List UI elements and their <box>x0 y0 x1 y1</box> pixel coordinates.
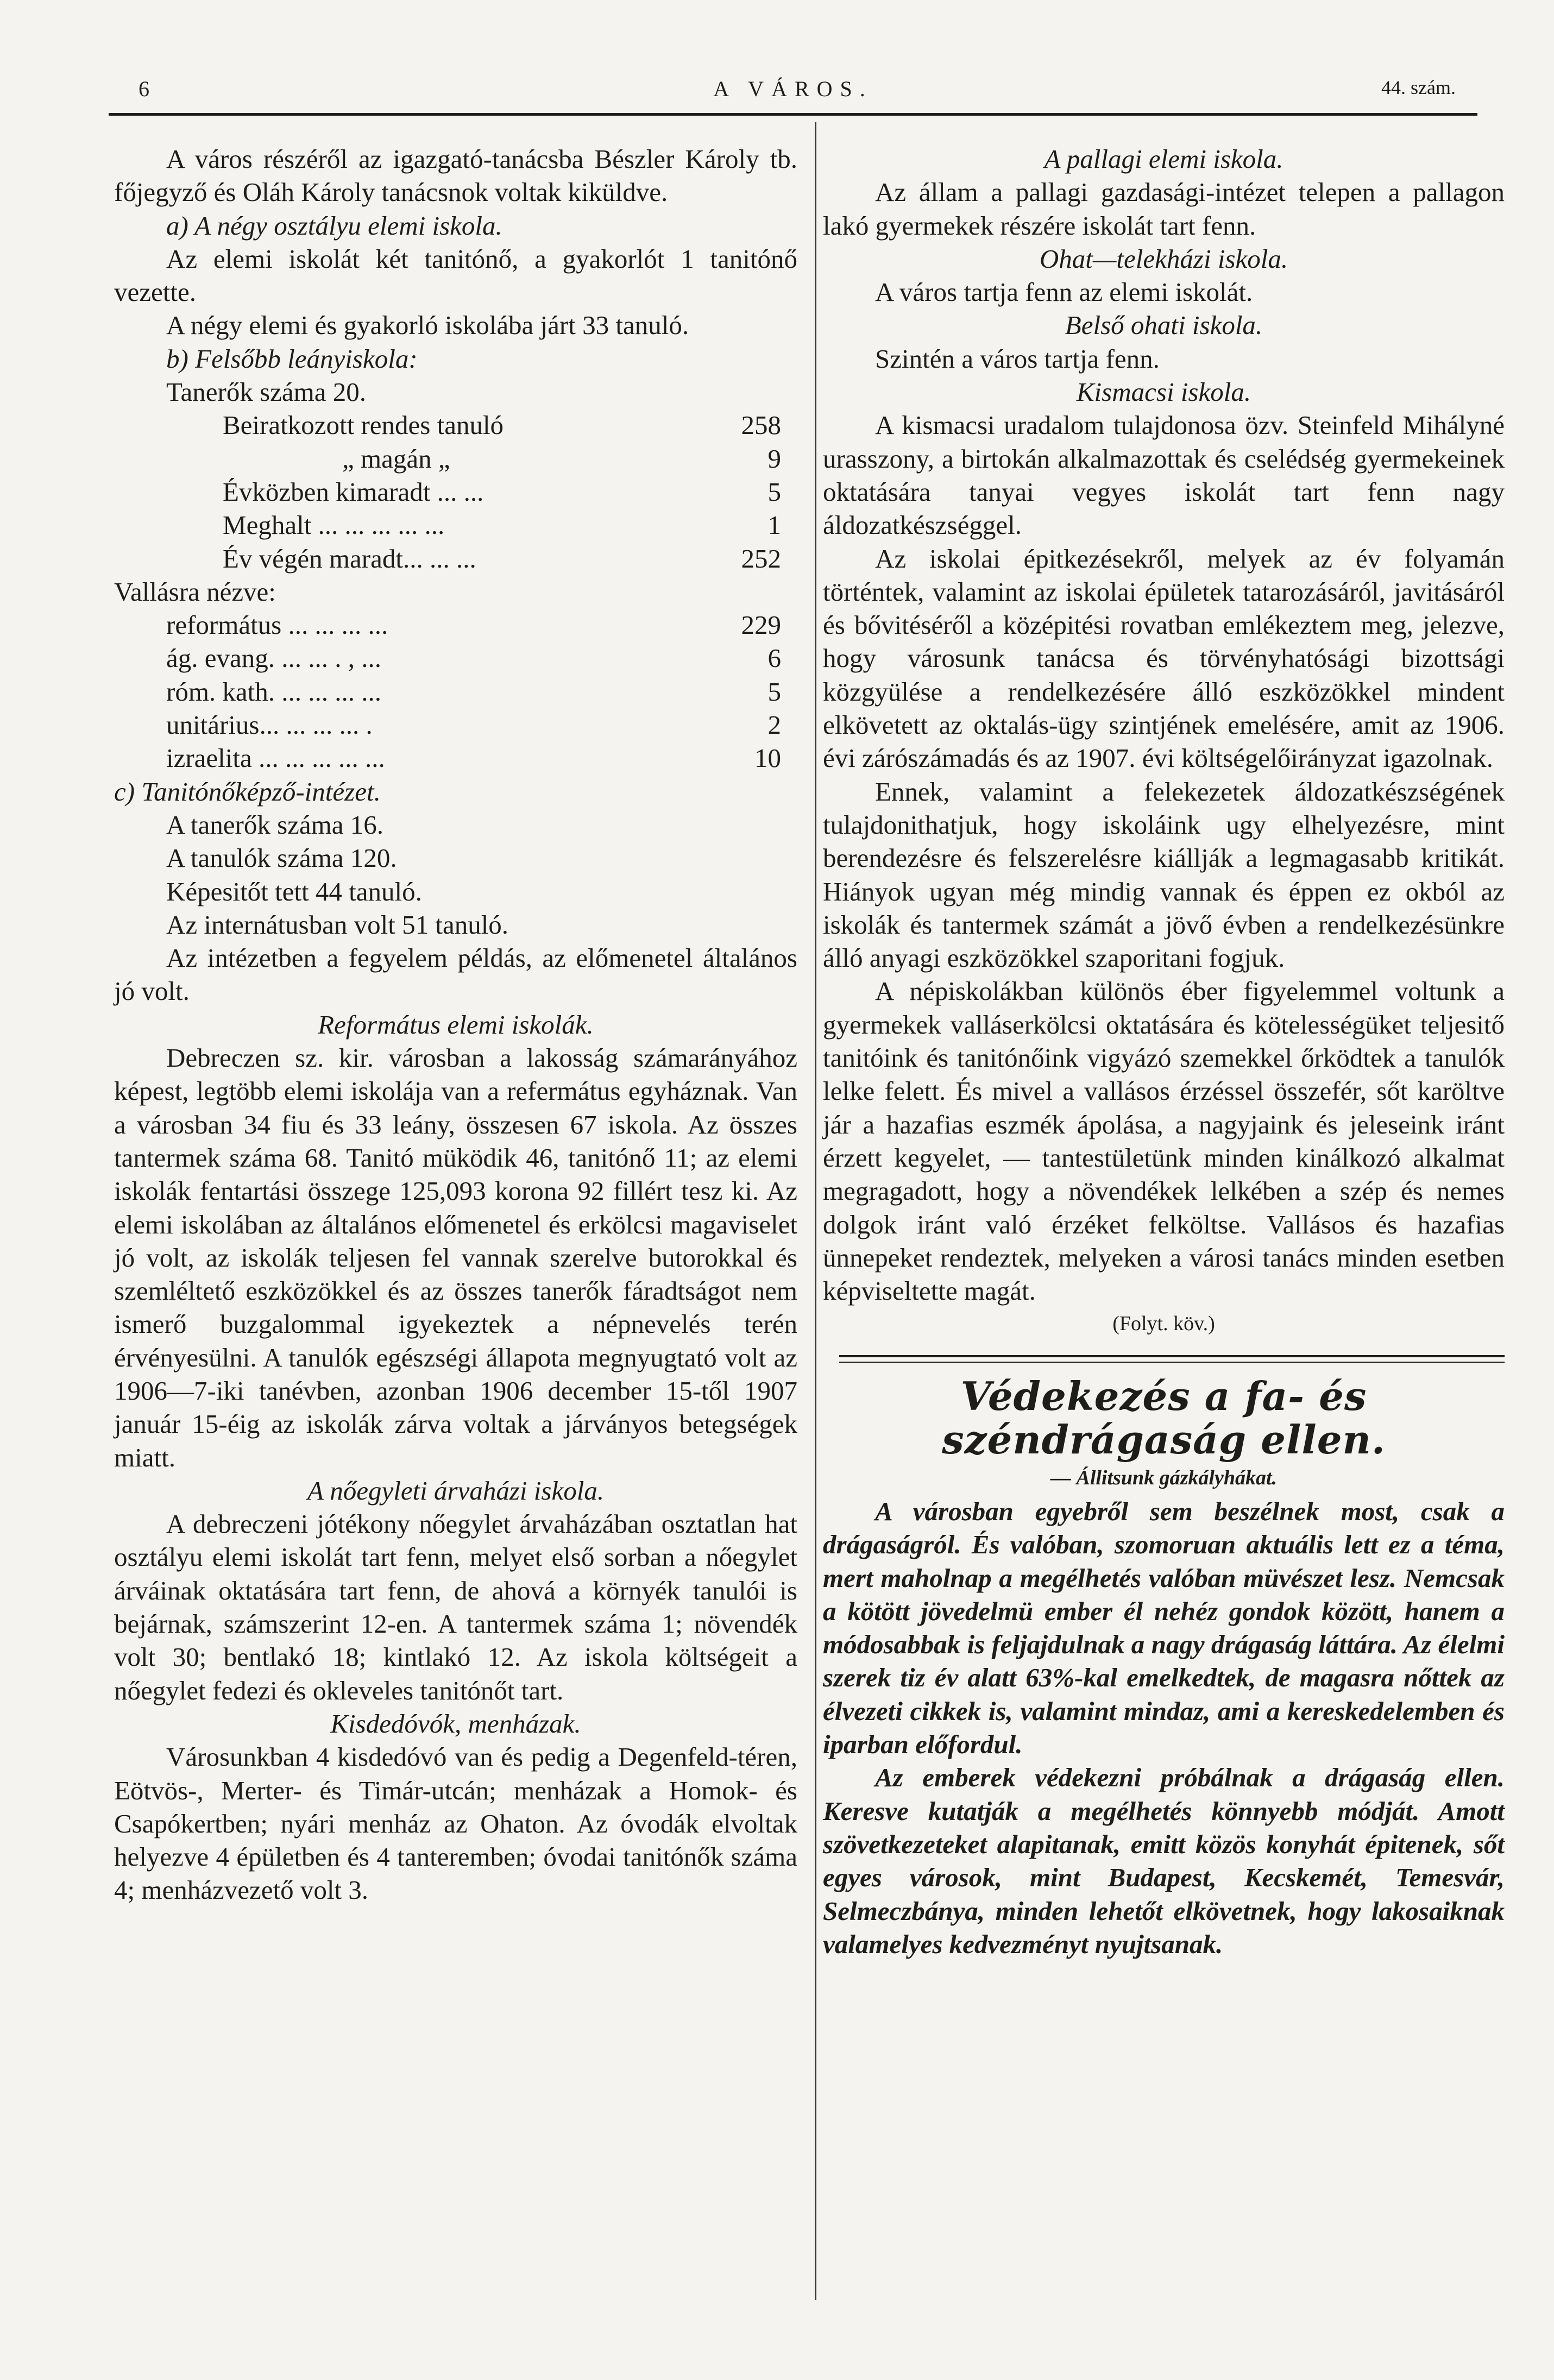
paragraph: Az iskolai épitkezésekről, melyek az év folyamán történtek, valamint az iskolai épületek tatarozásáról, javitásáról és bővitéséről a középitési rovatban emlékeztem meg, jelezve, hogy városunk tanácsa és törvényhatósági bizottsági közgyülése a rendelkezésére álló eszközökkel mindent elkövetett az oktalás-ügy szintjének emelésére, amit az 1906. évi zárószámadás és az 1907. évi költségelőirányzat igazolnak. <box>823 543 1505 773</box>
stat-row <box>114 508 797 542</box>
stat-row <box>114 475 797 508</box>
heading-text: a) A négy osztályu elemi iskola. <box>166 210 502 241</box>
paragraph: Szintén a város tartja fenn. <box>875 343 1160 374</box>
paragraph: Az intézetben a fegyelem példás, az előmenetel általános jó volt. <box>114 943 797 1006</box>
stat-label: Meghalt ... ... ... ... ... <box>223 510 445 540</box>
religion-count: 10 <box>754 743 781 773</box>
stat-value: 258 <box>741 410 781 440</box>
header-rule <box>109 113 1477 116</box>
section-heading <box>114 209 797 242</box>
religion-name: róm. kath. ... ... ... ... <box>166 676 382 707</box>
stat-value: 9 <box>767 443 781 474</box>
religion-row <box>114 741 797 775</box>
page-header <box>109 76 1477 109</box>
paragraph: Debreczen sz. kir. városban a lakosság számarányához képest, legtöbb elemi iskolája van a refermátus egyháznak. Van a városban 34 fiu és 33 leány, összesen 67 iskola. Az összes tantermek száma 68. Tanitó müködik 46, tanitónő 11; az elemi iskolák fentartási összege 125,093 korona 92 fillért tesz ki. Az elemi iskolában az általános előmenetel és erkölcsi magaviselet jó volt, az iskolák teljesen fel vannak szerelve butorokkal és szemléltető eszközökkel és az összes tanerők fáradtságot nem ismerő buzgalommal igyekeztek a népnevelés terén érvényesülni. A tanulók egészségi állapota megnyugtató volt az 1906—7-iki tanévben, azonban 1906 december 15-től 1907 január 15-éig az iskolák zárva voltak a járványos betegségek miatt. <box>114 1043 797 1472</box>
section-heading: Belső ohati iskola. <box>1065 310 1263 341</box>
paragraph: A népiskolákban különös éber figyelemmel voltunk a gyermekek valláserkölcsi oktatására és kötelességüket teljesitő tanitóink és tanitónőink vigyázó szemekkel őrködtek a tanulók lelke felett. És mivel a vallásos érzéssel összefér, sőt karöltve jár a hazafias eszmék ápolása, a nagyjaink és jeleseink iránt érzett kegyelet, — tantestületünk minden kinálkozó alkalmat megragadott, hogy a növendékek lelkében a szép és nemes dolgok iránt való érzéket felköltse. Vallásos és hazafias ünnepeket rendeztek, melyeken a városi tanács minden esetben képviseltette magát. <box>823 976 1505 1306</box>
stat-value: 1 <box>767 510 781 540</box>
info-line: A tanerők száma 16. <box>166 809 384 840</box>
column-divider <box>815 122 816 2300</box>
paragraph: A négy elemi és gyakorló iskolába járt 33 tanuló. <box>166 310 689 341</box>
stat-label: Évközben kimaradt ... ... <box>223 476 484 507</box>
stat-row <box>114 408 797 442</box>
stat-row <box>114 542 797 575</box>
paragraph: A város tartja fenn az elemi iskolát. <box>875 277 1253 307</box>
article-subtitle: — Állitsunk gázkályhákat. <box>1050 1466 1278 1489</box>
stat-row <box>114 442 797 475</box>
continued-note: (Folyt. köv.) <box>1112 1312 1215 1336</box>
religion-count: 229 <box>741 610 781 640</box>
section-heading: Kisdedóvók, menházak. <box>330 1708 581 1739</box>
right-column <box>823 142 1505 1961</box>
paragraph: A város részéről az igazgató-tanácsba Bészler Károly tb. főjegyző és Oláh Károly tanácsnok voltak kiküldve. <box>114 144 797 207</box>
religion-count: 5 <box>767 676 781 707</box>
teacher-count: Tanerők száma 20. <box>166 377 367 407</box>
section-heading: A pallagi elemi iskola. <box>1044 144 1284 174</box>
issue-number: 44. szám. <box>1381 77 1456 98</box>
religion-count: 6 <box>767 643 781 673</box>
paragraph: A kismacsi uradalom tulajdonosa özv. Steinfeld Mihályné urasszony, a birtokán alkalmazottak és cselédség gyermekeinek oktatására tanyai vegyes iskolát tart fenn nagy áldozatkészséggel. <box>823 410 1505 540</box>
page-number: 6 <box>139 77 149 101</box>
stat-label: „ magán „ <box>342 443 450 474</box>
info-line: Képesitőt tett 44 tanuló. <box>166 876 422 906</box>
paragraph: Az állam a pallagi gazdasági-intézet telepen a pallagon lakó gyermekek részére iskolát tart fenn. <box>823 177 1505 241</box>
article-separator <box>823 1352 1505 1371</box>
info-line: Az internátusban volt 51 tanuló. <box>166 909 509 940</box>
info-line: A tanulók száma 120. <box>166 843 397 873</box>
stat-value: 252 <box>741 543 781 574</box>
section-heading: c) Tanitónőképző-intézet. <box>114 776 381 807</box>
newspaper-title: A VÁROS. <box>713 77 873 101</box>
section-heading: A nőegyleti árvaházi iskola. <box>307 1475 605 1506</box>
religion-name: református ... ... ... ... <box>166 610 388 640</box>
religion-row <box>114 641 797 675</box>
stat-value: 5 <box>767 476 781 507</box>
religion-row <box>114 675 797 708</box>
paragraph: A debreczeni jótékony nőegylet árvaházában osztatlan hat osztályu elemi iskolát tart fenn, melyet első sorban a nőegylet árváinak oktatására tart fenn, de ahová a környék tanulói is bejárnak, számszerint 12-en. A tantermek száma 1; növendék volt 30; bentlakó 18; kintlakó 12. Az iskola költségeit a nőegylet fedezi és okleveles tanitónőt tart. <box>114 1509 797 1705</box>
religion-row <box>114 708 797 741</box>
religion-name: ág. evang. ... ... . , ... <box>166 643 381 673</box>
article-paragraph: Az emberek védekezni próbálnak a drágaság ellen. Keresve kutatják a megélhetés könnyebb módját. Amott szövetkezeteket alapitanak, emitt közös konyhát épitenek, sőt egyes városok, mint Budapest, Kecskemét, Temesvár, Selmeczbánya, minden lehetőt elkövetnek, hogy lakosaiknak valamelyes kedvezményt nyujtsanak. <box>823 1762 1505 1959</box>
religion-name: unitárius... ... ... ... . <box>166 710 373 740</box>
section-heading: Református elemi iskolák. <box>318 1009 594 1040</box>
section-heading: Kismacsi iskola. <box>1076 377 1251 407</box>
paragraph: Ennek, valamint a felekezetek áldozatkészségének tulajdonithatjuk, hogy iskoláink ugy elhelyezésre, mint berendezésre és felszerelésre kiállják a legmagasabb kritikát. Hiányok ugyan még mindig vannak és éppen ez okból az iskolák és tantermek számát a jövő évben a rendelkezésünkre álló anyagi eszközökkel szaporitani fogjuk. <box>823 776 1505 973</box>
article-paragraph: A városban egyebről sem beszélnek most, csak a drágaságról. És valóban, szomoruan aktuális lett ez a téma, mert maholnap a megélhetés valóban müvészet lesz. Nemcsak a kötött jövedelmü ember él nehéz gondok között, hanem a módosabbak is feljajdulnak a nagy drágaság láttára. Az élelmi szerek tiz év alatt 63%-kal emelkedtek, de magasra nőttek az élvezeti cikkek is, valamint mindaz, ami a kereskedelemben és iparban előfordul. <box>823 1496 1505 1760</box>
stat-label: Beiratkozott rendes tanuló <box>223 410 504 440</box>
religion-count: 2 <box>767 710 781 740</box>
article-title: Védekezés a fa- és széndrágaság ellen. <box>942 1372 1386 1463</box>
religion-name: izraelita ... ... ... ... ... <box>166 743 385 773</box>
section-heading: b) Felsőbb leányiskola: <box>166 343 418 374</box>
left-column <box>114 142 797 1907</box>
paragraph: Városunkban 4 kisdedóvó van és pedig a Degenfeld-téren, Eötvös-, Merter- és Timár-utcán; menházak a Homok- és Csapókertben; nyári menház az Ohaton. Az óvodák elvoltak helyezve 4 épületben és 4 tanteremben; óvodai tanitónők száma 4; menházvezető volt 3. <box>114 1742 797 1905</box>
religion-row <box>114 608 797 641</box>
religion-label: Vallásra nézve: <box>114 576 276 607</box>
stat-label: Év végén maradt... ... ... <box>223 543 476 574</box>
section-heading: Ohat—telekházi iskola. <box>1039 243 1288 274</box>
paragraph: Az elemi iskolát két tanitónő, a gyakorlót 1 tanitónő vezette. <box>114 243 797 307</box>
